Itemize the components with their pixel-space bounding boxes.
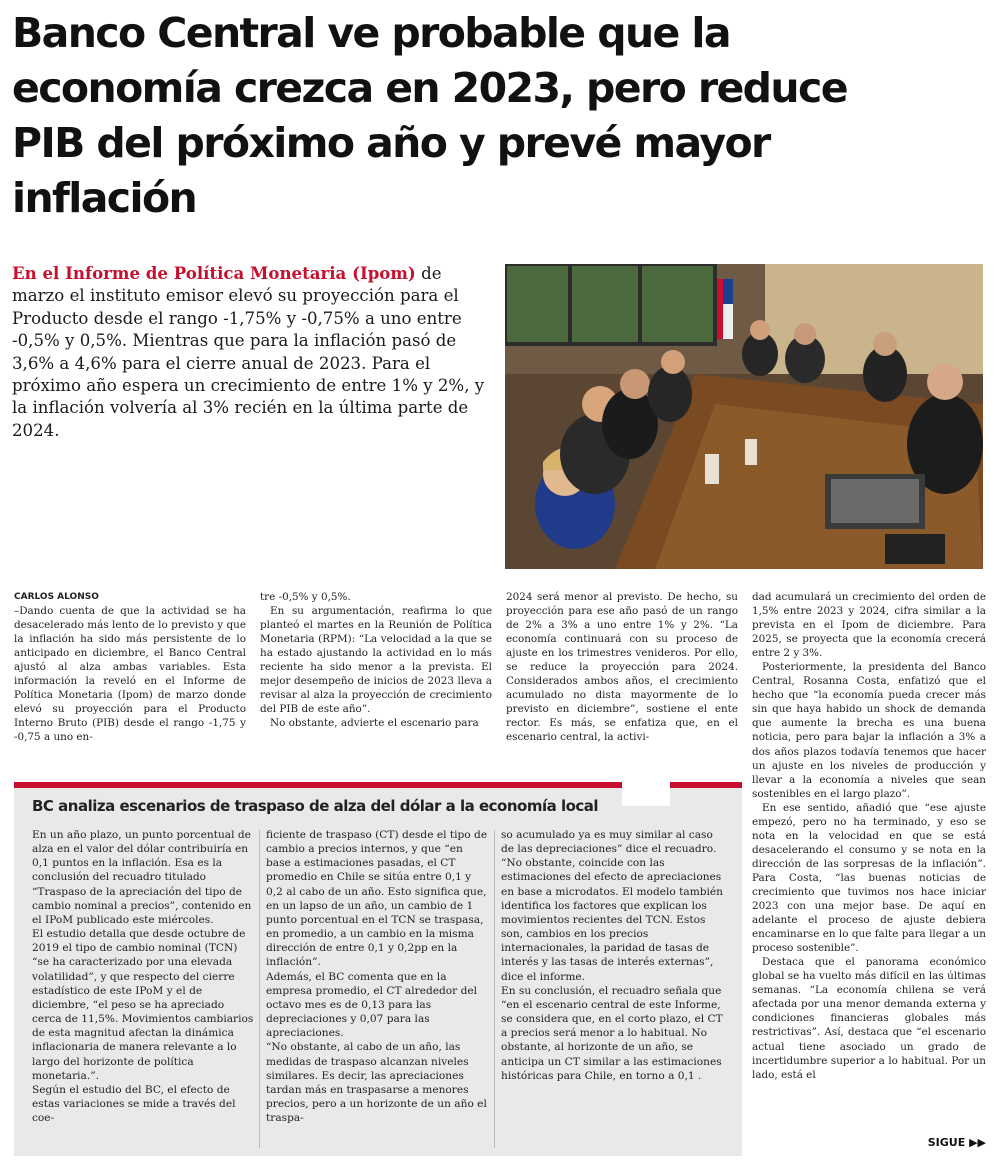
article-paragraph: Destaca que el panorama económico global se ha vuelto más difícil en las últimas semanas. “La economía chilena se verá afectada por una menor demanda externa y condiciones financieras globales más restrictivas”. Así, destaca que “el escenario actual tiene asociado un grado de incertidumbre superior a lo habitual. Por un lado, está el (752, 956, 986, 1081)
box-title: BC analiza escenarios de traspaso de alza del dólar a la economía local (32, 797, 599, 815)
box-paragraph: “No obstante, coincide con las estimaciones del efecto de apreciaciones en base a microdatos. El modelo también identifica los factores que explican los movimientos recientes del TCN. Estos son, cambios en los precios internacionales, la paridad de tasas de interés y las tasas de interés externas”, dice el informe. (501, 857, 724, 983)
headline-line: inflación (12, 174, 197, 222)
article-paragraph: No obstante, advierte el escenario para (270, 717, 479, 730)
lead-paragraph (12, 262, 492, 442)
box-paragraph: En su conclusión, el recuadro señala que “en el escenario central de este Informe, se considera que, en el corto plazo, el CT a precios será menor a lo habitual. No obstante, al horizonte de un año, se anticipa un CT similar a las estimaciones históricas para Chile, en torno a 0,1 . (501, 984, 723, 1082)
article-paragraph: –Dando cuenta de que la actividad se ha desacelerado más lento de lo previsto y que la inflación ha sido más persistente de lo anticipado en diciembre, el Banco Central ajustó al alza ambas variables. Esta información la reveló en el Informe de Política Monetaria (Ipom) de marzo donde elevó su proyección para el Producto Interno Bruto (PIB) desde el rango -1,75 y -0,75 a uno en- (14, 605, 246, 744)
box-paragraph: El estudio detalla que desde octubre de 2019 el tipo de cambio nominal (TCN) “se ha caracterizado por una elevada volatilidad”, y que respecto del cierre estadístico de este IPoM y el de diciembre, “el peso se ha apreciado cerca de 11,5%. Movimientos cambiarios de esta magnitud afectan la dinámica inflacionaria de manera relevante a lo largo del horizonte de política monetaria.”. (32, 928, 254, 1082)
meeting-photo (505, 264, 983, 569)
article-paragraph: dad acumulará un crecimiento del orden de 1,5% entre 2023 y 2024, cifra similar a la prevista en el Ipom de diciembre. Para 2025, se proyecta que la economía crecerá entre 2 y 3%. (752, 591, 986, 660)
box-paragraph: “No obstante, al cabo de un año, las medidas de traspaso alcanzan niveles similares. Es decir, las apreciaciones tardan más en traspasarse a menores precios, pero a un horizonte de un año el traspa- (266, 1041, 487, 1125)
headline-line: Banco Central ve probable que la (12, 9, 730, 57)
headline (12, 6, 972, 226)
box-paragraph: Además, el BC comenta que en la empresa promedio, el CT alrededor del octavo mes es de 0,13 para las depreciaciones y 0,07 para las apreciaciones. (266, 970, 478, 1040)
article-paragraph: Posteriormente, la presidenta del Banco Central, Rosanna Costa, enfatizó que el hecho que “la economía pueda crecer más sin que haya habido un shock de demanda que aumente la brecha es una buena noticia, pero para bajar la inflación a 3% a dos años plazos todavía tenemos que hacer un ajuste en los niveles de producción y llevar a la economía a niveles que sean sostenibles en el largo plazo”. (752, 661, 986, 800)
lead-highlight: En el Informe de Política Monetaria (Ipom) (12, 263, 416, 283)
box-column-3 (501, 828, 727, 1153)
article-paragraph: 2024 será menor al previsto. De hecho, su proyección para ese año pasó de un rango de 2% a 3% a uno entre 1% y 2%. “La economía continuará con su proceso de ajuste en los trimestres venideros. Por ello, se reduce la proyección para 2024. Considerados ambos años, el crecimiento acumulado no dista mayormente de lo previsto en diciembre”, sostiene el ente rector. Es más, se enfatiza que, en el escenario central, la activi- (506, 591, 738, 744)
lead-text: de marzo el instituto emisor elevó su proyección para el Producto desde el rango -1,75% y -0,75% a uno entre -0,5% y 0,5%. Mientras que para la inflación pasó de 3,6% a 4,6% para el cierre anual de 2023. Para el próximo año espera un crecimiento de entre 1% y 2%, y la inflación volvería al 3% recién en la última parte de 2024. (12, 264, 485, 440)
meeting-photo-illustration (505, 264, 983, 569)
box-column-1 (32, 828, 254, 1153)
headline-line: economía crezca en 2023, pero reduce (12, 64, 847, 112)
article-paragraph: En ese sentido, añadió que “ese ajuste empezó, pero no ha terminado, y eso se nota en la velocidad en que se está desacelerando el consumo y se nota en la dirección de las sorpresas de la inflación”. Para Costa, “las buenas noticias de crecimiento que tuvimos nos hace iniciar 2023 con una mejor base. De aquí en adelante el proceso de ajuste debiera encaminarse en lo que falte para llegar a un proceso sostenible”. (752, 801, 986, 955)
article-column-3 (506, 590, 738, 765)
box-column-divider (259, 830, 260, 1148)
article-paragraph: tre -0,5% y 0,5%. (260, 591, 351, 603)
continue-marker[interactable]: SIGUE ▶▶ (927, 1136, 986, 1149)
box-paragraph: so acumulado ya es muy similar al caso de las depreciaciones” dice el recuadro. (501, 829, 717, 856)
box-paragraph: ficiente de traspaso (CT) desde el tipo de cambio a precios internos, y que “en base a estimaciones pasadas, el CT promedio en Chile se sitúa entre 0,1 y 0,2 al cabo de un año. Esto significa que, en un lapso de un año, un cambio de 1 punto porcentual en el TCN se traspasa, en promedio, a un cambio en la misma dirección de entre 0,1 y 0,2pp en la inflación”. (266, 829, 488, 969)
box-column-2 (266, 828, 488, 1153)
box-column-divider (494, 830, 495, 1148)
article-paragraph: En su argumentación, reafirma lo que planteó el martes en la Reunión de Política Monetaria (RPM): “La velocidad a la que se ha estado ajustando la actividad en lo más reciente ha sido menor a la prevista. El mejor desempeño de inicios de 2023 lleva a revisar al alza la proyección de crecimiento del PIB de este año”. (260, 605, 492, 716)
article-column-2 (260, 590, 492, 765)
box-paragraph: En un año plazo, un punto porcentual de alza en el valor del dólar contribuiría en 0,1 puntos en la inflación. Esa es la conclusión del recuadro titulado “Traspaso de la apreciación del tipo de cambio nominal a precios”, contenido en el IPoM publicado este miércoles. (32, 829, 252, 926)
headline-line: PIB del próximo año y prevé mayor (12, 119, 770, 167)
byline: CARLOS ALONSO (14, 592, 99, 602)
article-column-1 (14, 590, 246, 765)
box-notch (622, 782, 670, 806)
box-paragraph: Según el estudio del BC, el efecto de estas variaciones se mide a través del coe- (32, 1083, 236, 1125)
article-column-4 (752, 590, 986, 1130)
